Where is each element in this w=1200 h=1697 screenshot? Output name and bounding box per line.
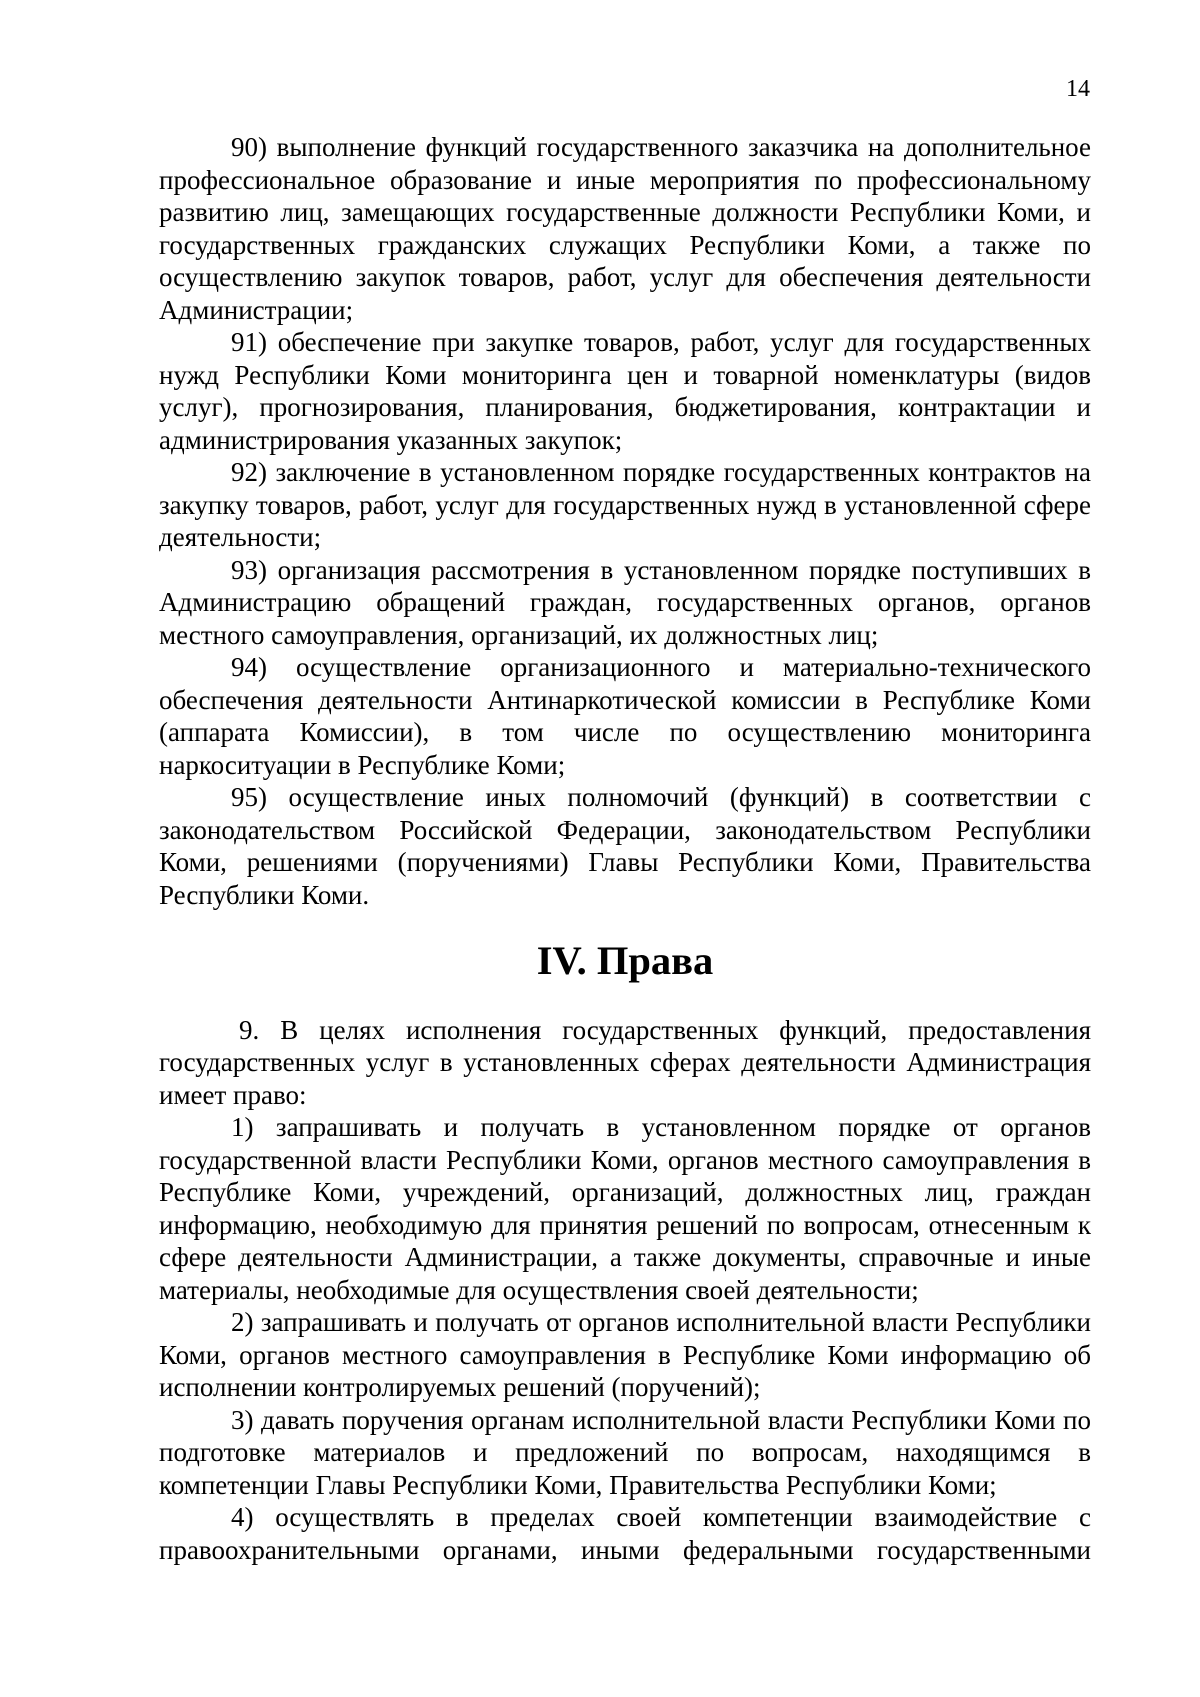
list-item-94: 94) осуществление организационного и материально-технического обеспечения деятельности Антинаркотической комиссии в Республике Коми (аппарата Комиссии), в том числе по осуществлению мониторинга наркоситуации в Республике Коми; bbox=[159, 652, 1091, 780]
right-item-1: 1) запрашивать и получать в установленном порядке от органов государственной власти Республики Коми, органов местного самоуправления в Республике Коми, учреждений, организаций, должностных лиц, граждан информацию, необходимую для принятия решений по вопросам, отнесенным к сфере деятельности Администрации, а также документы, справочные и иные материалы, необходимые для осуществления своей деятельности; bbox=[159, 1112, 1091, 1305]
list-item-91: 91) обеспечение при закупке товаров, работ, услуг для государственных нужд Республики Коми мониторинга цен и товарной номенклатуры (видов услуг), прогнозирования, планирования, бюджетирования, контрактации и администрирования указанных закупок; bbox=[159, 327, 1091, 455]
page-number: 14 bbox=[1066, 76, 1090, 102]
list-item-93: 93) организация рассмотрения в установленном порядке поступивших в Администрацию обращений граждан, государственных органов, органов местного самоуправления, организаций, их должностных лиц; bbox=[159, 554, 1091, 650]
section-intro: 9. В целях исполнения государственных функций, предоставления государственных услуг в установленных сферах деятельности Администрация имеет право: bbox=[159, 1014, 1091, 1110]
right-item-4: 4) осуществлять в пределах своей компетенции взаимодействие с правоохранительными органами, иными федеральными государственными bbox=[159, 1502, 1091, 1565]
list-item-95: 95) осуществление иных полномочий (функций) в соответствии с законодательством Российской Федерации, законодательством Республики Коми, решениями (поручениями) Главы Республики Коми, Правительства Республики Коми. bbox=[159, 782, 1091, 910]
document-body bbox=[159, 131, 1091, 1566]
section-heading: IV. Права bbox=[536, 938, 714, 983]
list-item-90: 90) выполнение функций государственного заказчика на дополнительное профессиональное образование и иные мероприятия по профессиональному развитию лиц, замещающих государственные должности Республики Коми, и государственных гражданских служащих Республики Коми, а также по осуществлению закупок товаров, работ, услуг для обеспечения деятельности Администрации; bbox=[159, 132, 1091, 325]
list-item-92: 92) заключение в установленном порядке государственных контрактов на закупку товаров, работ, услуг для государственных нужд в установленной сфере деятельности; bbox=[159, 457, 1091, 552]
right-item-3: 3) давать поручения органам исполнительной власти Республики Коми по подготовке материалов и предложений по вопросам, находящимся в компетенции Главы Республики Коми, Правительства Республики Коми; bbox=[159, 1404, 1091, 1500]
right-item-2: 2) запрашивать и получать от органов исполнительной власти Республики Коми, органов местного самоуправления в Республике Коми информацию об исполнении контролируемых решений (поручений); bbox=[159, 1307, 1091, 1402]
